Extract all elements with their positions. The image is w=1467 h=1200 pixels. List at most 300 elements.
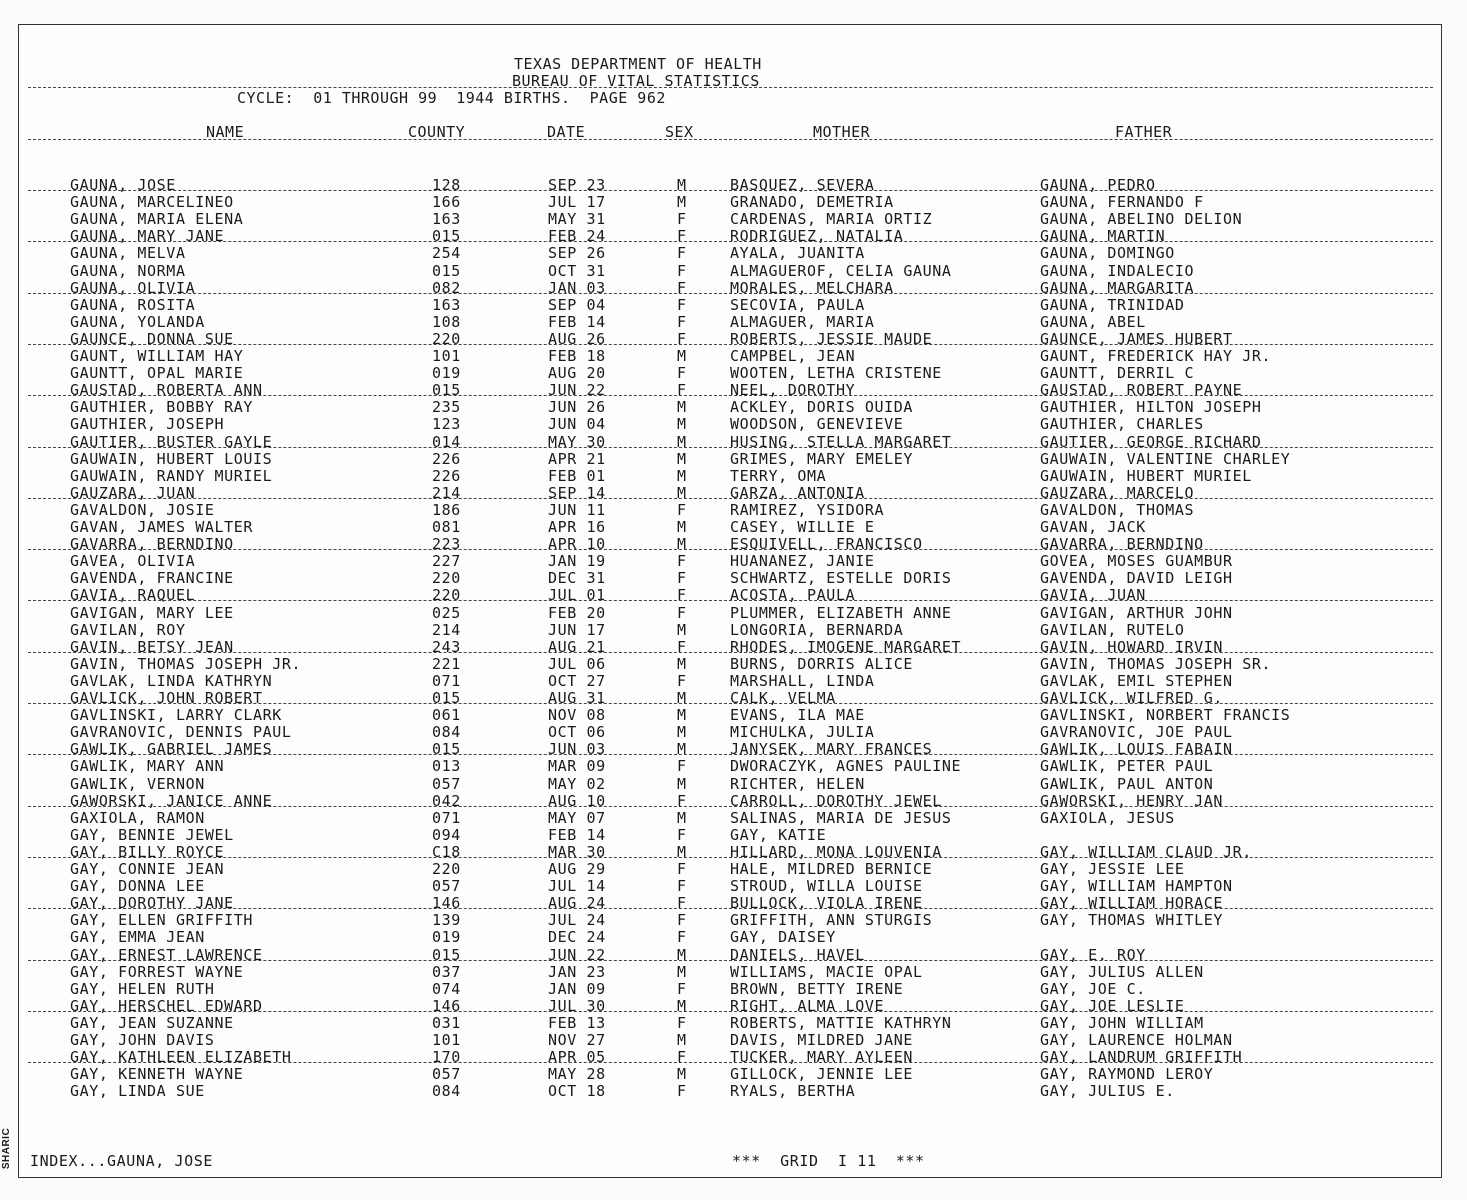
- cell-county: 163: [432, 295, 461, 314]
- cell-father: GAY, JESSIE LEE: [1040, 860, 1185, 878]
- cell-name: GAY, JOHN DAVIS: [70, 1031, 215, 1049]
- cell-mother: MICHULKA, JULIA: [730, 723, 875, 742]
- cell-sex: F: [677, 637, 687, 656]
- cell-mother: NEEL, DOROTHY: [730, 381, 856, 400]
- cell-mother: SCHWARTZ, ESTELLE DORIS: [730, 569, 952, 588]
- cell-county: 094: [432, 825, 461, 844]
- table-row: [0, 928, 1467, 945]
- cell-mother: BULLOCK, VIOLA IRENE: [730, 894, 923, 913]
- cell-mother: STROUD, WILLA LOUISE: [730, 877, 923, 896]
- table-row: [0, 518, 1467, 535]
- cell-name: GAUZARA, JUAN: [70, 483, 196, 502]
- cell-name: GAY, BILLY ROYCE: [70, 842, 225, 861]
- cell-name: GAUNA, ROSITA: [70, 295, 196, 314]
- cell-father: GAUWAIN, HUBERT MURIEL: [1040, 466, 1252, 485]
- cell-mother: GILLOCK, JENNIE LEE: [730, 1065, 913, 1084]
- cell-mother: GAY, KATIE: [730, 825, 827, 844]
- cell-date: JUN 26: [548, 398, 606, 417]
- cell-sex: M: [677, 466, 687, 485]
- table-row: [0, 398, 1467, 415]
- cell-date: JUL 06: [548, 654, 606, 673]
- cell-father: GAY, JULIUS ALLEN: [1040, 962, 1204, 981]
- cell-date: APR 05: [548, 1048, 606, 1067]
- cell-sex: F: [677, 261, 687, 280]
- cell-father: GAY, JULIUS E.: [1040, 1082, 1175, 1101]
- cell-mother: BROWN, BETTY IRENE: [730, 979, 904, 998]
- cell-date: JUL 30: [548, 996, 606, 1015]
- cell-father: GAVRANOVIC, JOE PAUL: [1040, 723, 1233, 742]
- cell-father: GAVLINSKI, NORBERT FRANCIS: [1040, 706, 1291, 725]
- cell-father: GAUNA, PEDRO: [1040, 176, 1156, 194]
- divider: [28, 908, 1433, 909]
- cell-sex: F: [677, 757, 687, 776]
- cell-name: GAWORSKI, JANICE ANNE: [70, 791, 273, 810]
- cell-sex: F: [677, 860, 687, 878]
- cell-mother: GRIMES, MARY EMELEY: [730, 449, 913, 468]
- cell-date: JAN 03: [548, 278, 606, 297]
- cell-date: FEB 24: [548, 227, 606, 246]
- cell-mother: CARDENAS, MARIA ORTIZ: [730, 210, 933, 229]
- cell-date: JAN 19: [548, 552, 606, 571]
- cell-name: GAUNA, MELVA: [70, 244, 186, 263]
- cell-county: 071: [432, 671, 461, 690]
- cell-sex: F: [677, 894, 687, 913]
- cell-father: GAXIOLA, JESUS: [1040, 808, 1175, 827]
- cell-father: GAY, LAURENCE HOLMAN: [1040, 1031, 1233, 1049]
- cell-mother: WOODSON, GENEVIEVE: [730, 415, 904, 434]
- cell-name: GAY, CONNIE JEAN: [70, 860, 225, 878]
- cell-county: 227: [432, 552, 461, 571]
- cell-county: 084: [432, 723, 461, 742]
- cell-date: JUL 24: [548, 911, 606, 930]
- table-row: [0, 467, 1467, 484]
- cell-sex: M: [677, 483, 687, 502]
- cell-name: GAVILAN, ROY: [70, 620, 186, 639]
- cell-date: SEP 26: [548, 244, 606, 263]
- cell-sex: F: [677, 1013, 687, 1032]
- cell-mother: JANYSEK, MARY FRANCES: [730, 740, 933, 759]
- cell-county: 163: [432, 210, 461, 229]
- cell-date: FEB 14: [548, 825, 606, 844]
- cell-county: 025: [432, 603, 461, 622]
- cell-county: 037: [432, 962, 461, 981]
- cell-sex: F: [677, 295, 687, 314]
- cell-sex: M: [677, 415, 687, 434]
- cell-father: GAVLAK, EMIL STEPHEN: [1040, 671, 1233, 690]
- table-row: [0, 244, 1467, 261]
- cell-date: AUG 31: [548, 689, 606, 707]
- cell-sex: F: [677, 928, 687, 947]
- table-row: [0, 911, 1467, 928]
- cell-sex: F: [677, 500, 687, 519]
- cell-date: DEC 24: [548, 928, 606, 947]
- cell-name: GAUNA, MARY JANE: [70, 227, 225, 246]
- cell-father: GAVIN, THOMAS JOSEPH SR.: [1040, 654, 1272, 673]
- cell-sex: M: [677, 842, 687, 861]
- cell-name: GAY, FORREST WAYNE: [70, 962, 244, 981]
- cell-date: AUG 10: [548, 791, 606, 810]
- cell-county: 221: [432, 654, 461, 673]
- cell-county: 146: [432, 996, 461, 1015]
- cell-county: 013: [432, 757, 461, 776]
- cell-mother: RHODES, IMOGENE MARGARET: [730, 637, 962, 656]
- cell-date: FEB 18: [548, 347, 606, 365]
- cell-name: GAY, LINDA SUE: [70, 1082, 205, 1101]
- cell-name: GAVALDON, JOSIE: [70, 500, 215, 519]
- cell-name: GAVIGAN, MARY LEE: [70, 603, 234, 622]
- cell-sex: F: [677, 825, 687, 844]
- cell-date: SEP 14: [548, 483, 606, 502]
- cell-mother: ROBERTS, MATTIE KATHRYN: [730, 1013, 952, 1032]
- cell-mother: GARZA, ANTONIA: [730, 483, 865, 502]
- cell-date: OCT 06: [548, 723, 606, 742]
- cell-sex: M: [677, 654, 687, 673]
- header-department: TEXAS DEPARTMENT OF HEALTH: [514, 55, 762, 73]
- cell-county: 014: [432, 432, 461, 451]
- cell-county: 019: [432, 364, 461, 383]
- side-label: SHARIC: [1, 1127, 13, 1170]
- divider: [28, 293, 1433, 294]
- cell-county: 254: [432, 244, 461, 263]
- cell-mother: ACKLEY, DORIS OUIDA: [730, 398, 913, 417]
- cell-county: 123: [432, 415, 461, 434]
- cell-name: GAUWAIN, RANDY MURIEL: [70, 466, 273, 485]
- cell-county: 057: [432, 774, 461, 793]
- cell-mother: EVANS, ILA MAE: [730, 706, 865, 725]
- cell-father: GAVARRA, BERNDINO: [1040, 535, 1204, 554]
- column-header-mother: MOTHER: [813, 123, 871, 141]
- table-row: [0, 963, 1467, 980]
- cell-date: FEB 14: [548, 312, 606, 331]
- cell-county: 108: [432, 312, 461, 331]
- cell-county: 074: [432, 979, 461, 998]
- cell-county: 015: [432, 945, 461, 964]
- cell-date: AUG 26: [548, 329, 606, 348]
- cell-father: GAUNA, INDALECIO: [1040, 261, 1195, 280]
- cell-date: JUN 11: [548, 500, 606, 519]
- cell-name: GAUNA, JOSE: [70, 176, 176, 194]
- cell-county: 042: [432, 791, 461, 810]
- cell-father: GAVLICK, WILFRED G.: [1040, 689, 1223, 707]
- cell-sex: F: [677, 671, 687, 690]
- table-row: [0, 757, 1467, 774]
- cell-father: GAWLIK, PAUL ANTON: [1040, 774, 1214, 793]
- cell-sex: M: [677, 808, 687, 827]
- cell-sex: F: [677, 569, 687, 588]
- cell-county: 220: [432, 586, 461, 605]
- cell-father: GAY, WILLIAM HORACE: [1040, 894, 1223, 913]
- column-header-name: NAME: [206, 123, 245, 141]
- table-row: [0, 1065, 1467, 1082]
- cell-name: GAY, EMMA JEAN: [70, 928, 205, 947]
- cell-county: C18: [432, 842, 461, 861]
- divider: [28, 1062, 1433, 1063]
- cell-sex: M: [677, 1065, 687, 1084]
- cell-county: 220: [432, 329, 461, 348]
- table-row: [0, 552, 1467, 569]
- cell-sex: M: [677, 176, 687, 194]
- cell-name: GAVIN, BETSY JEAN: [70, 637, 234, 656]
- cell-sex: M: [677, 432, 687, 451]
- cell-name: GAUSTAD, ROBERTA ANN: [70, 381, 263, 400]
- cell-father: GAVENDA, DAVID LEIGH: [1040, 569, 1233, 588]
- column-header-date: DATE: [547, 123, 586, 141]
- cell-name: GAWLIK, GABRIEL JAMES: [70, 740, 273, 759]
- table-row: [0, 604, 1467, 621]
- cell-name: GAWLIK, VERNON: [70, 774, 205, 793]
- cell-sex: M: [677, 723, 687, 742]
- cell-county: 082: [432, 278, 461, 297]
- cell-name: GAVIN, THOMAS JOSEPH JR.: [70, 654, 302, 673]
- footer-index: INDEX...GAUNA, JOSE: [30, 1152, 213, 1170]
- cell-county: 061: [432, 706, 461, 725]
- table-row: [0, 1082, 1467, 1099]
- column-header-sex: SEX: [665, 123, 694, 141]
- cell-date: JAN 23: [548, 962, 606, 981]
- cell-sex: F: [677, 1048, 687, 1067]
- cell-mother: BASQUEZ, SEVERA: [730, 176, 875, 194]
- cell-date: MAR 09: [548, 757, 606, 776]
- cell-date: JUN 22: [548, 381, 606, 400]
- table-row: [0, 347, 1467, 364]
- cell-mother: ROBERTS, JESSIE MAUDE: [730, 329, 933, 348]
- cell-mother: TUCKER, MARY AYLEEN: [730, 1048, 913, 1067]
- divider: [28, 806, 1433, 807]
- cell-county: 084: [432, 1082, 461, 1101]
- divider: [28, 960, 1433, 961]
- cell-mother: GRANADO, DEMETRIA: [730, 193, 894, 212]
- cell-father: GAUNA, MARGARITA: [1040, 278, 1195, 297]
- cell-mother: DANIELS, HAVEL: [730, 945, 865, 964]
- cell-county: 031: [432, 1013, 461, 1032]
- cell-father: GAWORSKI, HENRY JAN: [1040, 791, 1223, 810]
- cell-mother: RAMIREZ, YSIDORA: [730, 500, 885, 519]
- cell-sex: M: [677, 706, 687, 725]
- cell-sex: M: [677, 449, 687, 468]
- cell-mother: HUANANEZ, JANIE: [730, 552, 875, 571]
- cell-name: GAUNA, NORMA: [70, 261, 186, 280]
- cell-father: GAUTHIER, HILTON JOSEPH: [1040, 398, 1262, 417]
- cell-mother: WOOTEN, LETHA CRISTENE: [730, 364, 942, 383]
- cell-date: FEB 01: [548, 466, 606, 485]
- cell-father: GOVEA, MOSES GUAMBUR: [1040, 552, 1233, 571]
- cell-mother: HILLARD, MONA LOUVENIA: [730, 842, 942, 861]
- cell-mother: AYALA, JUANITA: [730, 244, 865, 263]
- cell-name: GAY, KENNETH WAYNE: [70, 1065, 244, 1084]
- cell-name: GAVLICK, JOHN ROBERT: [70, 689, 263, 707]
- cell-mother: GAY, DAISEY: [730, 928, 836, 947]
- cell-date: OCT 31: [548, 261, 606, 280]
- cell-date: OCT 27: [548, 671, 606, 690]
- header-cycle: CYCLE: 01 THROUGH 99 1944 BIRTHS. PAGE 962: [237, 89, 666, 107]
- cell-father: GAY, JOE LESLIE: [1040, 996, 1185, 1015]
- cell-county: 214: [432, 620, 461, 639]
- cell-father: GAUNA, TRINIDAD: [1040, 295, 1185, 314]
- cell-father: GAUNTT, DERRIL C: [1040, 364, 1195, 383]
- table-row: [0, 1014, 1467, 1031]
- cell-sex: F: [677, 312, 687, 331]
- cell-name: GAVARRA, BERNDINO: [70, 535, 234, 554]
- cell-name: GAUTHIER, JOSEPH: [70, 415, 225, 434]
- cell-father: GAY, WILLIAM HAMPTON: [1040, 877, 1233, 896]
- cell-sex: M: [677, 689, 687, 707]
- cell-county: 128: [432, 176, 461, 194]
- divider: [28, 600, 1433, 601]
- cell-name: GAUNA, MARIA ELENA: [70, 210, 244, 229]
- cell-father: GAY, WILLIAM CLAUD JR.: [1040, 842, 1252, 861]
- cell-date: MAY 07: [548, 808, 606, 827]
- cell-name: GAVLAK, LINDA KATHRYN: [70, 671, 273, 690]
- cell-mother: RYALS, BERTHA: [730, 1082, 856, 1101]
- table-row: [0, 723, 1467, 740]
- cell-father: GAVALDON, THOMAS: [1040, 500, 1195, 519]
- table-row: [0, 980, 1467, 997]
- divider: [28, 652, 1433, 653]
- cell-father: GAUTIER, GEORGE RICHARD: [1040, 432, 1262, 451]
- cell-sex: F: [677, 979, 687, 998]
- cell-date: SEP 23: [548, 176, 606, 194]
- cell-mother: RICHTER, HELEN: [730, 774, 865, 793]
- cell-sex: M: [677, 398, 687, 417]
- cell-date: JUN 17: [548, 620, 606, 639]
- cell-father: GAVAN, JACK: [1040, 518, 1146, 536]
- cell-sex: F: [677, 911, 687, 930]
- cell-father: GAUWAIN, VALENTINE CHARLEY: [1040, 449, 1291, 468]
- header-bureau: BUREAU OF VITAL STATISTICS: [512, 72, 760, 90]
- cell-date: APR 16: [548, 518, 606, 536]
- cell-sex: M: [677, 193, 687, 212]
- cell-mother: RODRIGUEZ, NATALIA: [730, 227, 904, 246]
- cell-mother: TERRY, OMA: [730, 466, 827, 485]
- cell-county: 057: [432, 877, 461, 896]
- table-row: [0, 313, 1467, 330]
- cell-sex: F: [677, 381, 687, 400]
- cell-name: GAUTIER, BUSTER GAYLE: [70, 432, 273, 451]
- cell-date: JUN 04: [548, 415, 606, 434]
- cell-county: 214: [432, 483, 461, 502]
- divider: [28, 190, 1433, 191]
- cell-date: APR 21: [548, 449, 606, 468]
- cell-name: GAUNT, WILLIAM HAY: [70, 347, 244, 365]
- divider: [28, 447, 1433, 448]
- cell-county: 226: [432, 449, 461, 468]
- cell-mother: ALMAGUER, MARIA: [730, 312, 875, 331]
- table-row: [0, 450, 1467, 467]
- table-row: [0, 860, 1467, 877]
- table-row: [0, 809, 1467, 826]
- cell-county: 235: [432, 398, 461, 417]
- divider: [28, 395, 1433, 396]
- cell-sex: M: [677, 774, 687, 793]
- cell-father: GAUTHIER, CHARLES: [1040, 415, 1204, 434]
- cell-sex: M: [677, 945, 687, 964]
- divider: [28, 1011, 1433, 1012]
- cell-sex: M: [677, 1031, 687, 1049]
- cell-name: GAY, HELEN RUTH: [70, 979, 215, 998]
- cell-father: GAY, LANDRUM GRIFFITH: [1040, 1048, 1243, 1067]
- cell-sex: F: [677, 329, 687, 348]
- cell-father: GAUNA, MARTIN: [1040, 227, 1166, 246]
- cell-sex: F: [677, 227, 687, 246]
- divider: [28, 241, 1433, 242]
- cell-county: 101: [432, 1031, 461, 1049]
- cell-mother: SECOVIA, PAULA: [730, 295, 865, 314]
- cell-father: GAVIN, HOWARD IRVIN: [1040, 637, 1223, 656]
- cell-mother: CASEY, WILLIE E: [730, 518, 875, 536]
- cell-county: 081: [432, 518, 461, 536]
- divider: [28, 87, 1433, 88]
- footer-grid: *** GRID I 11 ***: [732, 1152, 925, 1170]
- column-header-county: COUNTY: [408, 123, 466, 141]
- cell-sex: F: [677, 552, 687, 571]
- cell-county: 146: [432, 894, 461, 913]
- cell-mother: LONGORIA, BERNARDA: [730, 620, 904, 639]
- cell-county: 166: [432, 193, 461, 212]
- cell-name: GAVAN, JAMES WALTER: [70, 518, 253, 536]
- cell-mother: CARROLL, DOROTHY JEWEL: [730, 791, 942, 810]
- cell-sex: F: [677, 1082, 687, 1101]
- cell-name: GAY, DONNA LEE: [70, 877, 205, 896]
- cell-father: GAVIA, JUAN: [1040, 586, 1146, 605]
- cell-name: GAUNA, MARCELINEO: [70, 193, 234, 212]
- cell-mother: HUSING, STELLA MARGARET: [730, 432, 952, 451]
- cell-date: SEP 04: [548, 295, 606, 314]
- cell-father: GAUNA, ABEL: [1040, 312, 1146, 331]
- table-row: [0, 262, 1467, 279]
- cell-sex: F: [677, 244, 687, 263]
- cell-date: APR 10: [548, 535, 606, 554]
- cell-date: JUL 01: [548, 586, 606, 605]
- cell-mother: CALK, VELMA: [730, 689, 836, 707]
- cell-father: GAY, JOE C.: [1040, 979, 1146, 998]
- cell-county: 139: [432, 911, 461, 930]
- cell-mother: CAMPBEL, JEAN: [730, 347, 856, 365]
- cell-date: MAY 28: [548, 1065, 606, 1084]
- cell-name: GAY, HERSCHEL EDWARD: [70, 996, 263, 1015]
- cell-father: GAUNA, ABELINO DELION: [1040, 210, 1243, 229]
- cell-date: FEB 13: [548, 1013, 606, 1032]
- table-row: [0, 193, 1467, 210]
- cell-sex: F: [677, 364, 687, 383]
- cell-sex: F: [677, 603, 687, 622]
- divider: [28, 139, 1433, 140]
- cell-sex: F: [677, 877, 687, 896]
- column-header-father: FATHER: [1115, 123, 1173, 141]
- table-row: [0, 877, 1467, 894]
- cell-date: MAY 31: [548, 210, 606, 229]
- table-row: [0, 210, 1467, 227]
- cell-date: JUN 22: [548, 945, 606, 964]
- cell-county: 186: [432, 500, 461, 519]
- cell-mother: DAVIS, MILDRED JANE: [730, 1031, 913, 1049]
- cell-mother: ESQUIVELL, FRANCISCO: [730, 535, 923, 554]
- cell-county: 220: [432, 569, 461, 588]
- cell-date: FEB 20: [548, 603, 606, 622]
- cell-county: 015: [432, 381, 461, 400]
- cell-mother: BURNS, DORRIS ALICE: [730, 654, 913, 673]
- cell-father: GAY, E. ROY: [1040, 945, 1146, 964]
- cell-date: AUG 21: [548, 637, 606, 656]
- cell-sex: M: [677, 518, 687, 536]
- cell-name: GAY, BENNIE JEWEL: [70, 825, 234, 844]
- cell-sex: M: [677, 620, 687, 639]
- divider: [28, 703, 1433, 704]
- cell-mother: GRIFFITH, ANN STURGIS: [730, 911, 933, 930]
- table-row: [0, 1031, 1467, 1048]
- cell-father: GAUNA, DOMINGO: [1040, 244, 1175, 263]
- cell-name: GAUNCE, DONNA SUE: [70, 329, 234, 348]
- cell-date: NOV 27: [548, 1031, 606, 1049]
